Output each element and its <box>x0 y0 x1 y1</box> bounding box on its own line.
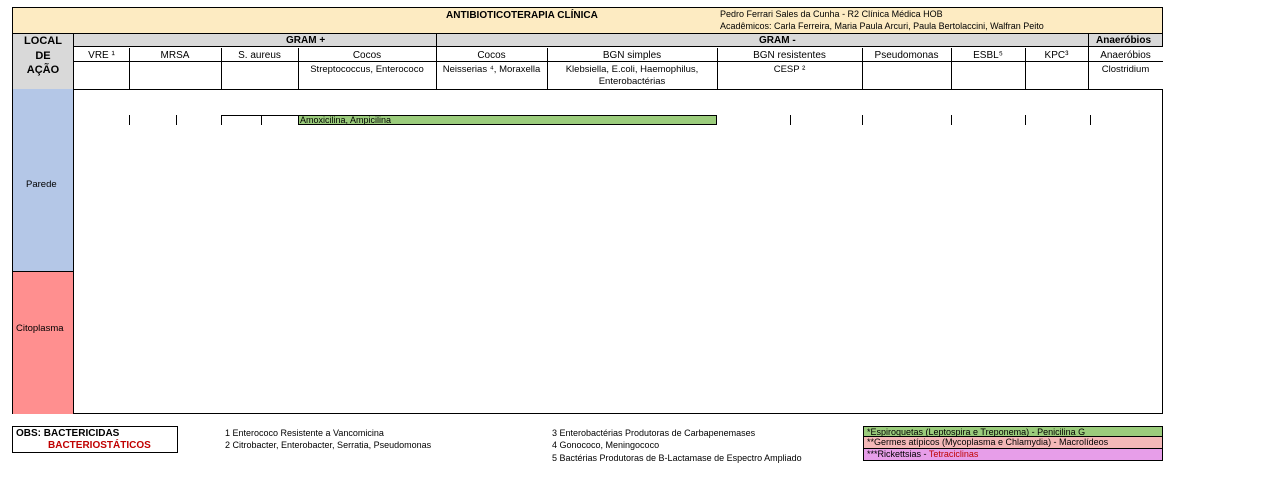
body-frame <box>12 89 1163 414</box>
note-5: 5 Bactérias Produtoras de B-Lactamase de Espectro Ampliado <box>552 453 802 463</box>
col-bgn-simples: BGN simples <box>602 50 662 61</box>
examples-cocos-neg: Neisserias ⁴, Moraxella <box>442 64 541 75</box>
examples-bgn-resistentes: CESP ² <box>773 64 806 75</box>
examples-cocos-pos: Streptococcus, Enterococo <box>310 64 424 75</box>
local-label-3: AÇÃO <box>26 64 60 76</box>
row-citoplasma-label: Citoplasma <box>16 323 64 334</box>
author-line: Pedro Ferrari Sales da Cunha - R2 Clínica Médica HOB <box>720 9 943 19</box>
row-parede-label: Parede <box>26 179 57 190</box>
gram-negative-label: GRAM - <box>759 35 796 46</box>
row-citoplasma <box>12 271 74 414</box>
group-header-row <box>12 34 1163 47</box>
anaerobes-group-label: Anaeróbios <box>1096 35 1152 46</box>
gram-positive-label: GRAM + <box>286 35 326 46</box>
key-germes-atipicos: **Germes atípicos (Mycoplasma e Chlamydia) - Macrolídeos <box>863 437 1163 449</box>
page-title: ANTIBIOTICOTERAPIA CLÍNICA <box>446 10 598 21</box>
col-kpc: KPC³ <box>1044 50 1069 61</box>
local-label-1: LOCAL <box>24 35 62 47</box>
key-rickettsias <box>863 449 1163 461</box>
key-tetraciclinas: Tetraciclinas <box>928 449 979 459</box>
col-bgn-resistentes: BGN resistentes <box>753 50 826 61</box>
key-espiroquetas: *Espiroquetas (Leptospira e Treponema) - Penicilina G <box>863 426 1163 437</box>
examples-anaerobios: Clostridium <box>1101 64 1150 75</box>
legend-bactericidas: OBS: BACTERICIDAS <box>16 428 120 439</box>
note-4: 4 Gonococo, Meningococo <box>552 440 660 450</box>
note-1: 1 Enterococo Resistente a Vancomicina <box>225 428 384 438</box>
academics-line: Acadêmicos: Carla Ferreira, Maria Paula Arcuri, Paula Bertolaccini, Walfran Peito <box>720 21 1044 31</box>
col-anaerobios: Anaeróbios <box>1100 50 1151 61</box>
note-2: 2 Citrobacter, Enterobacter, Serratia, Pseudomonas <box>225 440 432 450</box>
col-cocos-pos: Cocos <box>352 50 382 61</box>
note-3: 3 Enterobactérias Produtoras de Carbapenemases <box>552 428 756 438</box>
col-vre: VRE ¹ <box>88 50 115 61</box>
col-esbl: ESBL⁵ <box>973 50 1003 61</box>
examples-bgn-simples-2: Enterobactérias <box>598 76 666 87</box>
col-cocos-neg: Cocos <box>477 50 506 61</box>
col-pseudomonas: Pseudomonas <box>874 50 939 61</box>
drug-label-amoxicilina: Amoxicilina, Ampicilina <box>300 115 392 125</box>
col-mrsa: MRSA <box>160 50 190 61</box>
col-s-aureus: S. aureus <box>238 50 281 61</box>
key-rickettsias-label: ***Rickettsias - <box>867 449 929 459</box>
examples-bgn-simples: Klebsiella, E.coli, Haemophilus, <box>565 64 699 75</box>
local-label-2: DE <box>35 50 51 62</box>
legend-bacteriostaticos: BACTERIOSTÁTICOS <box>48 440 151 451</box>
